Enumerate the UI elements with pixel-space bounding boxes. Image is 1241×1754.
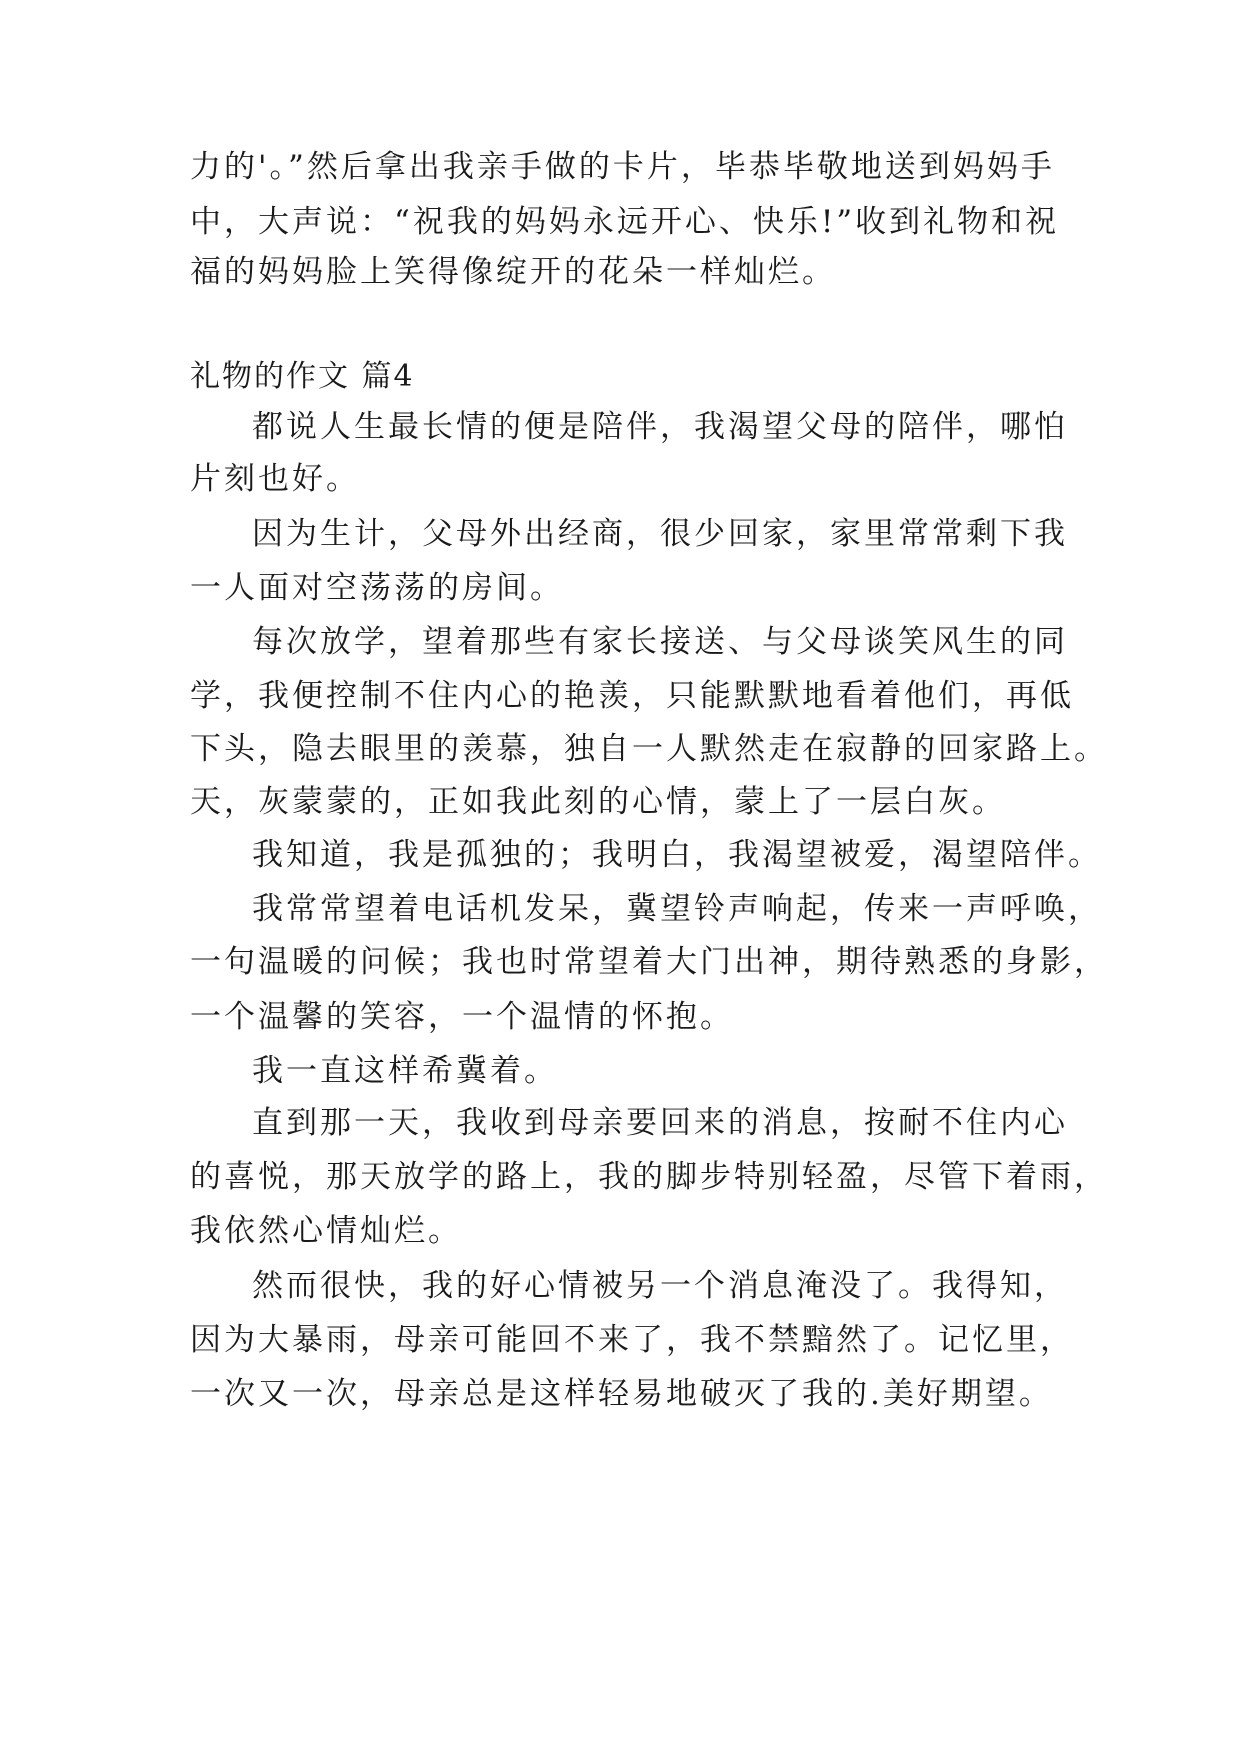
text-line: 中，大声说：“祝我的妈妈永远开心、快乐!”收到礼物和祝 [190,204,1060,240]
text-line: 每次放学，望着那些有家长接送、与父母谈笑风生的同 [252,624,1068,660]
text-line: 一个温馨的笑容，一个温情的怀抱。 [190,999,734,1035]
text-line: 天，灰蒙蒙的，正如我此刻的心情，蒙上了一层白灰。 [190,784,1006,820]
text-line: 直到那一天，我收到母亲要回来的消息，按耐不住内心 [252,1105,1068,1141]
text-line: 一次又一次，母亲总是这样轻易地破灭了我的.美好期望。 [190,1376,1053,1412]
text-line: 我一直这样希冀着。 [252,1053,558,1089]
text-line: 一句温暖的问候；我也时常望着大门出神，期待熟悉的身影， [190,944,1108,980]
text-line: 因为大暴雨，母亲可能回不来了，我不禁黯然了。记忆里， [190,1322,1074,1358]
text-line: 我知道，我是孤独的；我明白，我渴望被爱，渴望陪伴。 [252,837,1102,873]
text-line: 都说人生最长情的便是陪伴，我渴望父母的陪伴，哪怕 [252,409,1068,445]
text-line: 片刻也好。 [190,461,360,497]
text-line: 我依然心情灿烂。 [190,1213,462,1249]
text-line: 然而很快，我的好心情被另一个消息淹没了。我得知， [252,1268,1068,1304]
text-line: 我常常望着电话机发呆，冀望铃声响起，传来一声呼唤， [252,891,1102,927]
text-line: 的喜悦，那天放学的路上，我的脚步特别轻盈，尽管下着雨， [190,1159,1108,1195]
text-line: 下头，隐去眼里的羡慕，独自一人默然走在寂静的回家路上。 [190,731,1108,767]
text-line: 力的'。”然后拿出我亲手做的卡片，毕恭毕敬地送到妈妈手 [190,149,1055,185]
text-line: 学，我便控制不住内心的艳羡，只能默默地看着他们，再低 [190,678,1074,714]
text-line: 因为生计，父母外出经商，很少回家，家里常常剩下我 [252,516,1068,552]
text-line: 一人面对空荡荡的房间。 [190,570,564,606]
text-line: 福的妈妈脸上笑得像绽开的花朵一样灿烂。 [190,254,836,290]
section-heading: 礼物的作文 篇4 [190,359,415,394]
